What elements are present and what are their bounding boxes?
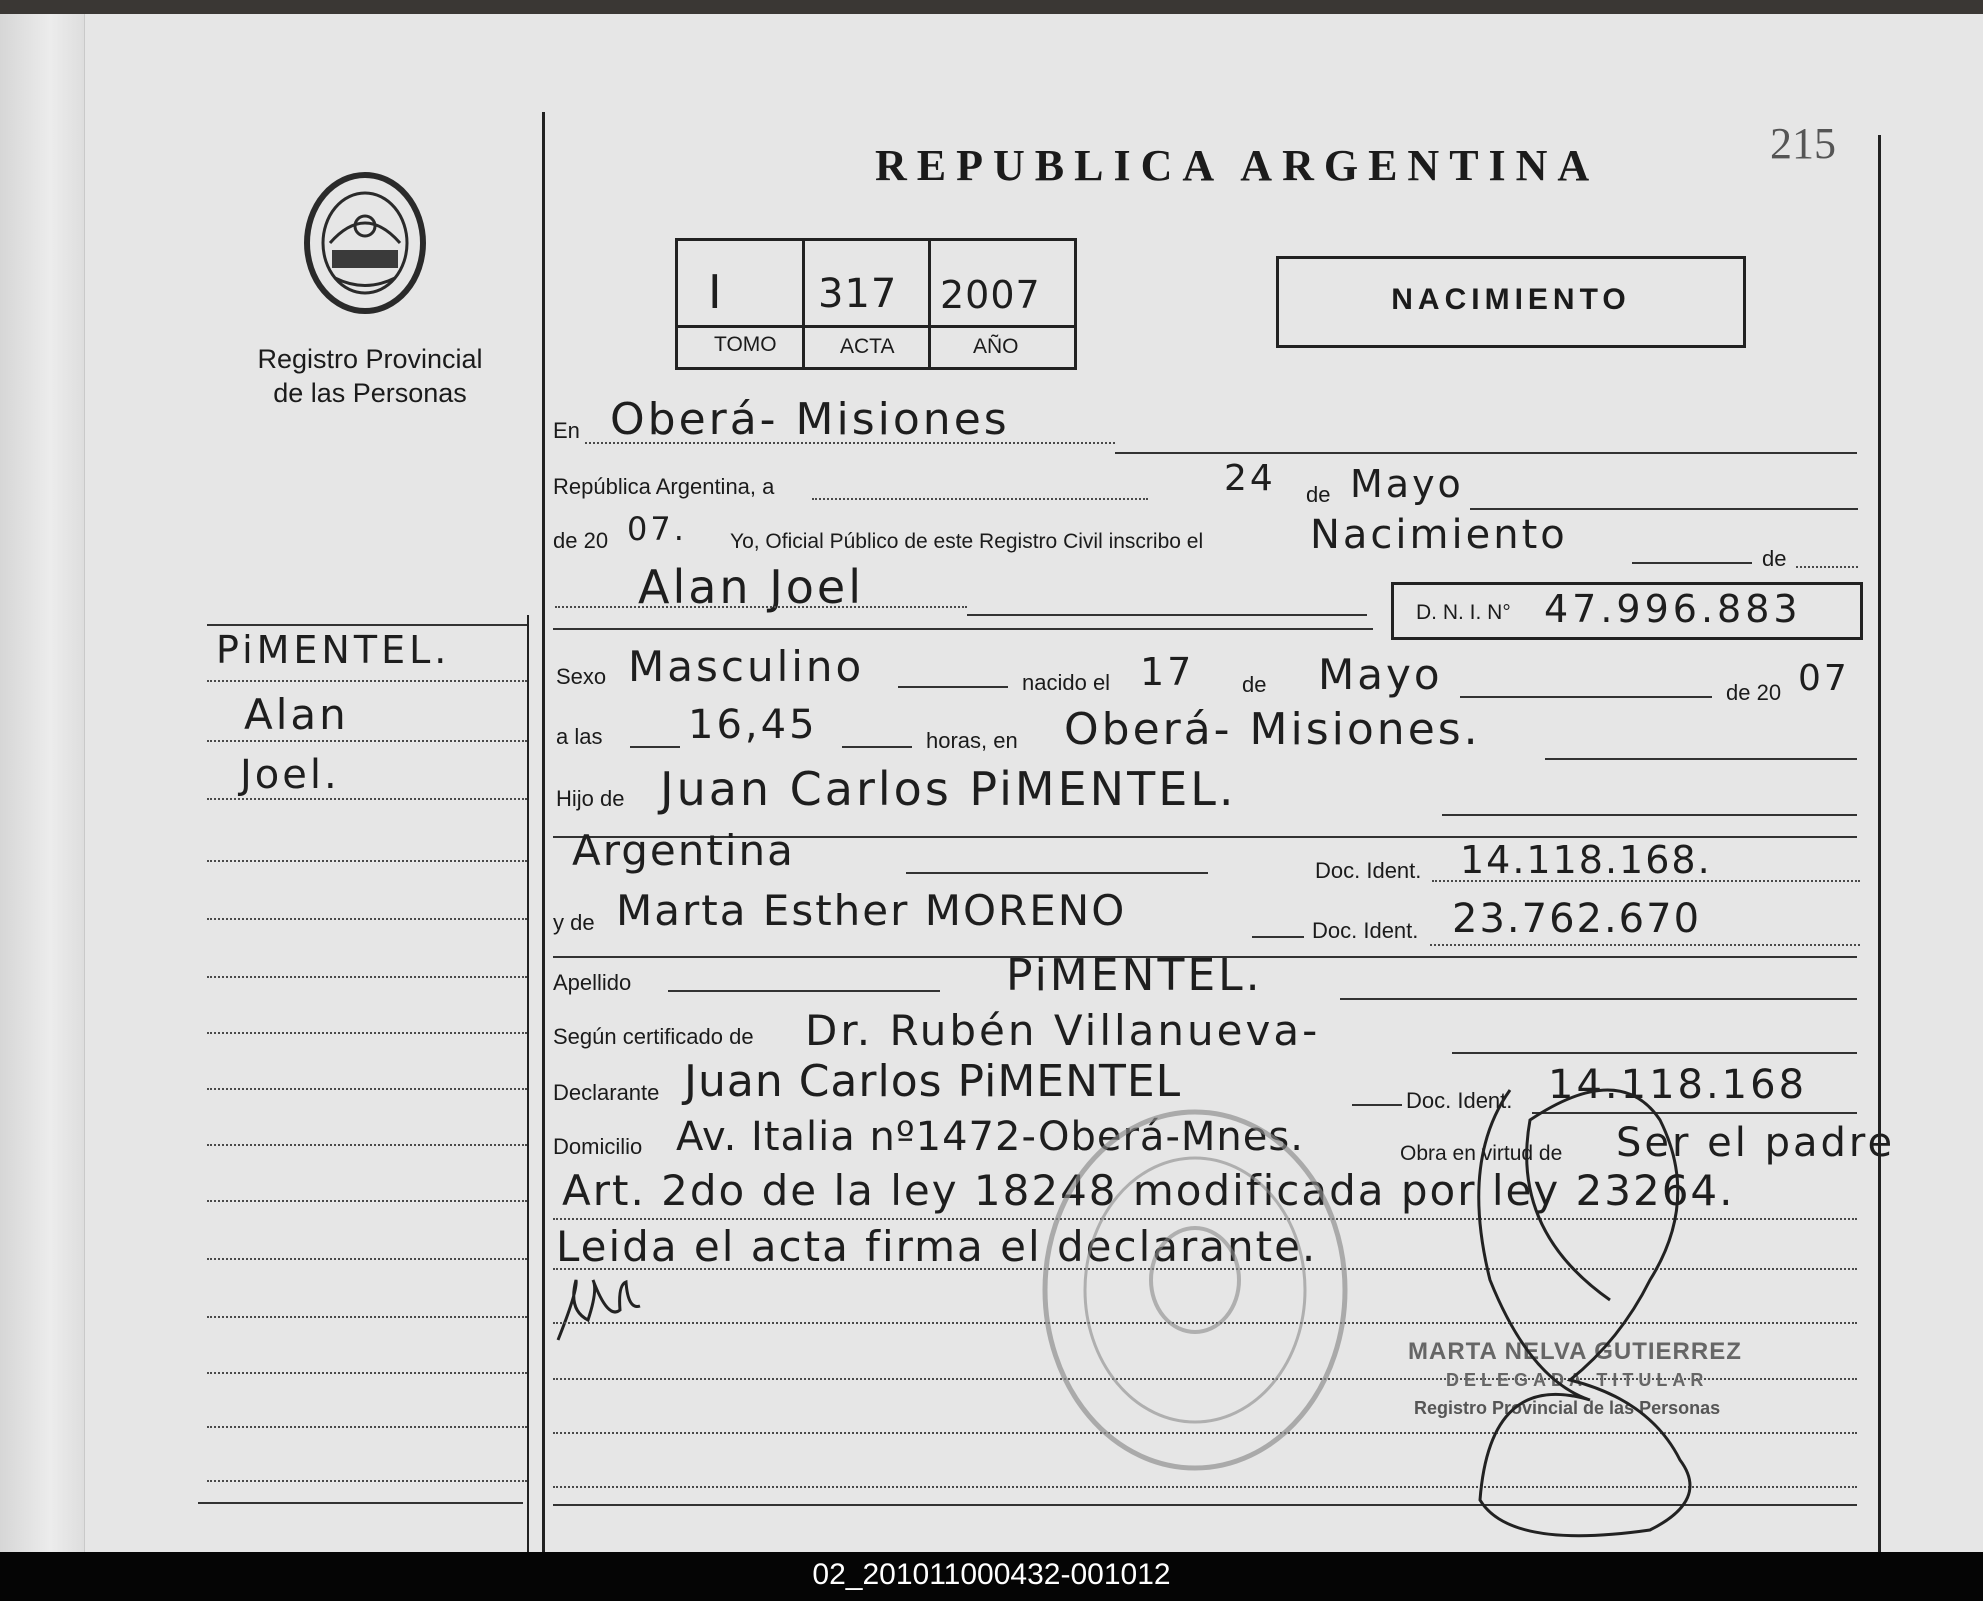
province-seal-icon — [300, 168, 430, 318]
label-republica: República Argentina, a — [553, 474, 775, 499]
label-doc-ident: Doc. Ident. — [1315, 858, 1422, 883]
entry-nac-mes: Mayo — [1318, 650, 1443, 699]
margin-nombre2: Joel. — [240, 752, 340, 798]
divider-line — [527, 615, 529, 1552]
divider-line — [542, 112, 545, 1552]
rule-line — [898, 686, 1008, 688]
label-de-20b: de 20 — [1726, 680, 1782, 705]
rule-line — [1115, 452, 1857, 454]
entry-domicilio: Av. Italia nº1472-Oberá-Mnes. — [676, 1114, 1304, 1160]
rule-line — [1632, 562, 1752, 564]
entry-apellido: PiMENTEL. — [1006, 950, 1263, 1001]
entry-declarante-doc: 14.118.168 — [1548, 1062, 1808, 1108]
declarant-signature-icon — [548, 1270, 648, 1350]
dotted-line — [207, 860, 527, 862]
entry-nombre: Alan Joel — [638, 560, 865, 614]
rule-line — [198, 1502, 523, 1504]
entry-sexo: Masculino — [628, 642, 865, 691]
rule-line — [967, 614, 1367, 616]
label-de-end: de — [1762, 546, 1787, 571]
label-apellido: Apellido — [553, 970, 632, 995]
doc-type: NACIMIENTO — [1391, 283, 1631, 316]
rule-line — [1460, 696, 1712, 698]
dotted-line — [555, 606, 967, 608]
label-doc-ident: Doc. Ident. — [1406, 1088, 1513, 1113]
entry-padre: Juan Carlos PiMENTEL. — [660, 762, 1237, 816]
label-declarante: Declarante — [553, 1080, 660, 1105]
label-doc-ident: Doc. Ident. — [1312, 918, 1419, 943]
entry-obra: Ser el padre — [1616, 1120, 1896, 1166]
rule-line — [1470, 508, 1858, 510]
dotted-line — [207, 1032, 527, 1034]
label-sexo: Sexo — [556, 664, 607, 689]
dni-box — [1391, 582, 1863, 640]
dotted-line — [207, 1144, 527, 1146]
file-id: 02_201011000432-001012 — [812, 1558, 1171, 1591]
page-number: 215 — [1770, 119, 1836, 168]
registry-name-line1: Registro Provincial — [257, 344, 483, 374]
entry-dni: 47.996.883 — [1544, 587, 1802, 631]
acta-value: 317 — [818, 271, 898, 317]
label-de: de — [1306, 482, 1331, 507]
stamp-title: DELEGADA TITULAR — [1446, 1370, 1709, 1390]
rule-line — [1442, 814, 1857, 816]
label-en: En — [553, 418, 580, 443]
dotted-line — [207, 1426, 527, 1428]
entry-madre-doc: 23.762.670 — [1452, 896, 1702, 942]
entry-nac-lugar: Oberá- Misiones. — [1064, 704, 1481, 755]
page-title: REPUBLICA ARGENTINA — [875, 141, 1600, 190]
dotted-line — [207, 1200, 527, 1202]
doc-type-box — [1276, 256, 1746, 348]
entry-medico: Dr. Rubén Villanueva- — [805, 1006, 1321, 1055]
page-gutter — [0, 14, 85, 1552]
label-segun: Según certificado de — [553, 1024, 754, 1049]
entry-madre: Marta Esther MORENO — [616, 886, 1127, 935]
label-nacido: nacido el — [1022, 670, 1111, 695]
rule-line — [668, 990, 940, 992]
tomo-value: I — [708, 265, 725, 319]
rule-line — [1252, 936, 1304, 938]
entry-anio: 07. — [627, 510, 687, 548]
rule-line — [207, 624, 527, 626]
official-round-seal-icon — [1030, 1100, 1360, 1480]
entry-dia: 24 — [1224, 458, 1276, 499]
entry-nota1: Art. 2do de la ley 18248 modificada por ley 23264. — [562, 1166, 1735, 1215]
dotted-line — [1796, 566, 1858, 568]
dotted-line — [207, 1258, 527, 1260]
rule-line — [1452, 1052, 1857, 1054]
table-divider — [802, 241, 805, 367]
margin-apellido: PiMENTEL. — [216, 628, 451, 672]
label-domicilio: Domicilio — [553, 1134, 643, 1159]
entry-lugar: Oberá- Misiones — [610, 394, 1010, 445]
rule-line — [1545, 758, 1857, 760]
table-divider — [678, 325, 1074, 328]
entry-nac-anio: 07 — [1798, 658, 1850, 699]
acta-label: ACTA — [840, 335, 895, 358]
registry-name-line2: de las Personas — [273, 378, 467, 408]
rule-line — [630, 746, 680, 748]
stamp-office: Registro Provincial de las Personas — [1414, 1398, 1721, 1418]
right-border — [1878, 135, 1881, 1552]
stamp-name: MARTA NELVA GUTIERREZ — [1408, 1338, 1742, 1365]
dotted-line — [585, 442, 1115, 444]
dotted-line — [207, 976, 527, 978]
table-divider — [928, 241, 931, 367]
entry-nota2: Leida el acta firma el declarante. — [556, 1222, 1318, 1271]
official-signature-icon — [1450, 1080, 1780, 1550]
entry-declarante: Juan Carlos PiMENTEL — [684, 1056, 1182, 1107]
label-hijo: Hijo de — [556, 786, 625, 811]
tomo-label: TOMO — [714, 333, 777, 356]
entry-mes: Mayo — [1350, 462, 1464, 506]
anio-label: AÑO — [973, 335, 1019, 358]
rule-line — [553, 628, 1373, 630]
label-a-las: a las — [556, 724, 603, 749]
entry-acto: Nacimiento — [1310, 512, 1568, 558]
dotted-line — [207, 918, 527, 920]
dotted-line — [207, 798, 527, 800]
dotted-line — [207, 740, 527, 742]
dotted-line — [207, 1088, 527, 1090]
label-obra: Obra en virtud de — [1400, 1142, 1563, 1165]
label-dni: D. N. I. N° — [1416, 601, 1511, 624]
anio-value: 2007 — [940, 273, 1041, 317]
registry-name — [230, 342, 510, 410]
label-de: de — [1242, 672, 1267, 697]
label-de-20: de 20 — [553, 528, 609, 553]
dotted-line — [207, 1316, 527, 1318]
label-y-de: y de — [553, 910, 595, 935]
entry-nacionalidad: Argentina — [572, 826, 795, 875]
file-id-bar — [0, 1552, 1983, 1601]
dotted-line — [812, 498, 1148, 500]
dotted-line — [1432, 880, 1860, 882]
reference-table — [675, 238, 1077, 370]
dotted-line — [1430, 944, 1860, 946]
label-horas: horas, en — [926, 728, 1018, 753]
dotted-line — [207, 680, 527, 682]
margin-nombre1: Alan — [244, 690, 349, 739]
rule-line — [1340, 998, 1857, 1000]
dotted-line — [207, 1480, 527, 1482]
dotted-line — [207, 1372, 527, 1374]
entry-padre-doc: 14.118.168. — [1460, 838, 1712, 882]
entry-hora: 16,45 — [688, 702, 818, 748]
rule-line — [906, 872, 1208, 874]
rule-line — [842, 746, 912, 748]
entry-nac-dia: 17 — [1140, 650, 1195, 694]
label-yo: Yo, Oficial Público de este Registro Civil inscribo el — [730, 530, 1204, 553]
